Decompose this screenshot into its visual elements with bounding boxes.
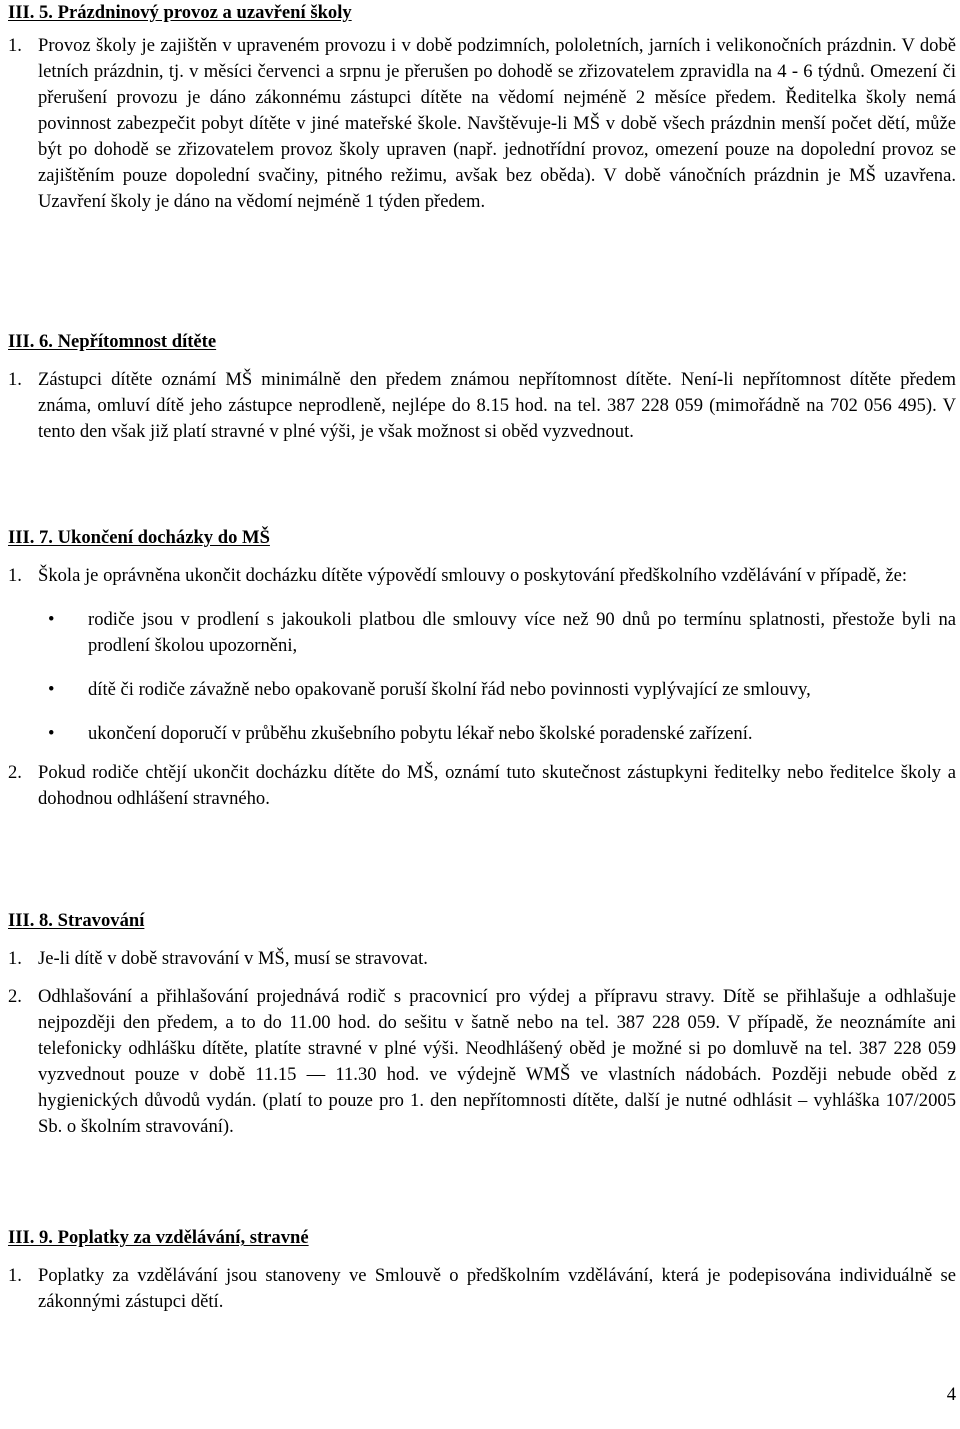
section-nepritomnost-ditete [8, 329, 956, 445]
page-number: 4 [946, 1384, 956, 1405]
bullet-item [8, 721, 956, 747]
item-text: Odhlašování a přihlašování projednává rodič s pracovnicí pro výdej a přípravu stravy. Dítě se přihlašuje a odhlašuje nejpozději den předem, a to do 11.00 hod. do sešitu v šatně nebo na tel. 387 228 059. V případě, že neoznámíte ani telefonicky odhlášku dítěte, platíte stravné v plné výši. Neodhlášený oběd je možné si po domluvě na tel. 387 228 059 vyzvednout pouze v době 11.15 — 11.30 hod. ve výdejně WMŠ ve vlastních nádobách. Později nebude oběd z hygienických důvodů vydán. (platí to pouze pro 1. den nepřítomnosti dítěte, další je nutné odhlásit – vyhláška 107/2005 Sb. o školním stravování). [38, 986, 956, 1137]
bullet-text: dítě či rodiče závažně nebo opakovaně poruší školní řád nebo povinnosti vyplývající ze smlouvy, [88, 679, 811, 700]
item-text: Poplatky za vzdělávání jsou stanoveny ve Smlouvě o předškolním vzdělávání, která je podepisována individuálně se zákonnými zástupci dětí. [38, 1265, 956, 1312]
section-stravovani [8, 908, 956, 1140]
bullet-icon: • [48, 679, 55, 700]
bullet-text: rodiče jsou v prodlení s jakoukoli platbou dle smlouvy více než 90 dnů po termínu splatnosti, přestože byli na prodlení školou upozorněni, [88, 609, 956, 656]
section-prazdninovy-provoz [8, 0, 956, 215]
section-heading: III. 9. Poplatky za vzdělávání, stravné [8, 1227, 309, 1248]
item-number: 1. [8, 1265, 22, 1286]
item-text: Škola je oprávněna ukončit docházku dítěte výpovědí smlouvy o poskytování předškolního vzdělávání v případě, že: [38, 565, 908, 586]
section-heading: III. 6. Nepřítomnost dítěte [8, 331, 217, 352]
bullet-item [8, 677, 956, 703]
item-number: 1. [8, 369, 22, 390]
item-text: Pokud rodiče chtějí ukončit docházku dítěte do MŠ, oznámí tuto skutečnost zástupkyni ředitelky nebo ředitelce školy a dohodnou odhlášení stravného. [38, 762, 956, 809]
item-number: 2. [8, 762, 22, 783]
item-text: Zástupci dítěte oznámí MŠ minimálně den předem známou nepřítomnost dítěte. Není-li nepřítomnost dítěte předem známa, omluví dítě jeho zástupce neprodleně, nejlépe do 8.15 hod. na tel. 387 228 059 (mimořádně na 702 056 495). V tento den však již platí stravné v plné výši, je však možnost si oběd vyzvednout. [38, 369, 956, 442]
item-number: 2. [8, 986, 22, 1007]
section-ukonceni-dochazky [8, 525, 956, 812]
item-number: 1. [8, 35, 22, 56]
bullet-item [8, 607, 956, 659]
list-item [8, 367, 956, 445]
item-number: 1. [8, 948, 22, 969]
list-item [8, 760, 956, 812]
item-text: Je-li dítě v době stravování v MŠ, musí se stravovat. [38, 948, 428, 969]
item-number: 1. [8, 565, 22, 586]
list-item [8, 946, 956, 972]
bullet-list [8, 607, 956, 747]
bullet-text: ukončení doporučí v průběhu zkušebního pobytu lékař nebo školské poradenské zařízení. [88, 723, 753, 744]
list-item [8, 33, 956, 215]
list-item [8, 563, 956, 589]
bullet-icon: • [48, 609, 55, 630]
section-poplatky [8, 1225, 956, 1315]
section-heading: III. 8. Stravování [8, 910, 145, 931]
bullet-icon: • [48, 723, 55, 744]
section-heading: III. 5. Prázdninový provoz a uzavření školy [8, 2, 352, 23]
list-item [8, 984, 956, 1140]
item-text: Provoz školy je zajištěn v upraveném provozu i v době podzimních, pololetních, jarních i velikonočních prázdnin. V době letních prázdnin, tj. v měsíci červenci a srpnu je přerušen po dohodě se zřizovatelem zpravidla na 4 - 6 týdnů. Omezení či přerušení provozu je dáno zákonnému zástupci dítěte na vědomí nejméně 2 měsíce předem. Ředitelka školy nemá povinnost zabezpečit pobyt dítěte v jiné mateřské škole. Navštěvuje-li MŠ v době všech prázdnin menší počet dětí, může být po dohodě se zřizovatelem provoz školy upraven (např. jednotřídní provoz, omezení pouze na dopolední provoz se zajištěním pouze dopolední svačiny, pitného režimu, avšak bez oběda). V době vánočních prázdnin je MŠ uzavřena. Uzavření školy je dáno na vědomí nejméně 1 týden předem. [38, 35, 956, 212]
list-item [8, 1263, 956, 1315]
section-heading: III. 7. Ukončení docházky do MŠ [8, 527, 270, 548]
